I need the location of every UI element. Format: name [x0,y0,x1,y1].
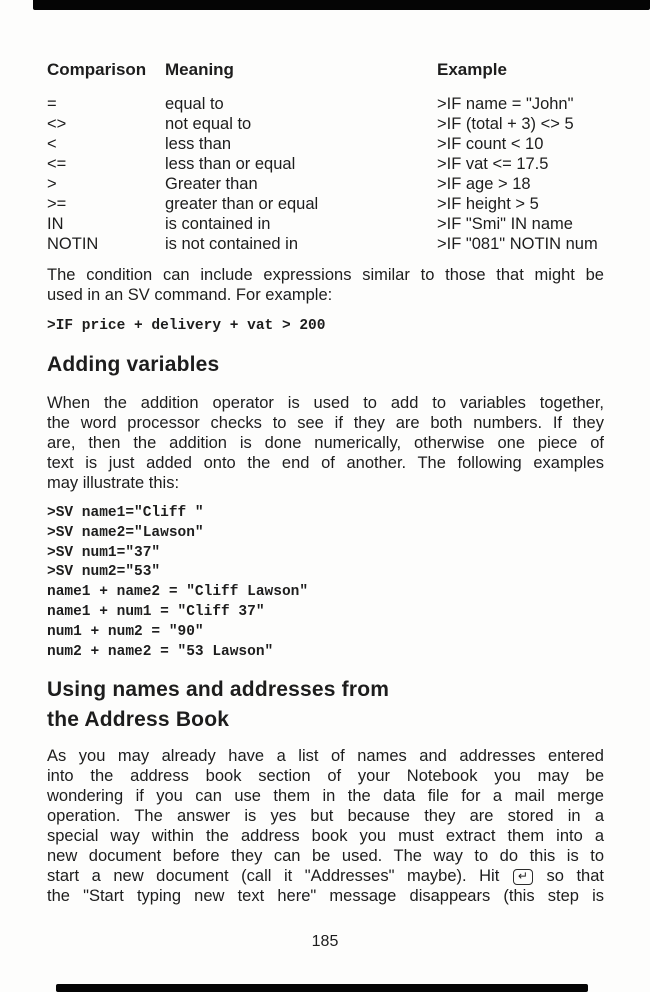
if-condition-code: >IF price + delivery + vat > 200 [47,318,326,334]
section-heading-address-book [47,675,389,735]
paragraph-line: As you may already have a list of names and addresses entered [47,747,604,765]
table-row [47,174,604,194]
operator-cell: <> [47,115,67,133]
meaning-cell: is not contained in [165,235,299,253]
meaning-cell: not equal to [165,115,252,133]
operator-cell: >= [47,195,67,213]
paragraph-line: The condition can include expressions similar to those that might be [47,266,604,284]
heading-line: Using names and addresses from [47,678,390,701]
paragraph-line: the "Start typing new text here" message disappears (this step is [47,887,604,905]
meaning-cell: less than or equal [165,155,296,173]
paragraph-line: new document before they can be used. The way to do this is to [47,847,604,865]
paragraph-line: may illustrate this: [47,474,180,492]
address-book-paragraph [47,746,604,906]
paragraph-line: text is just added onto the end of another. The following examples [47,454,604,472]
table-row [47,194,604,214]
heading-line: the Address Book [47,708,230,731]
operator-table-header [47,60,604,80]
table-row [47,134,604,154]
condition-paragraph [47,265,604,305]
scan-artifact-bottom-bar [56,984,588,992]
paragraph-line: used in an SV command. For example: [47,286,333,304]
meaning-cell: equal to [165,95,224,113]
example-cell: >IF height > 5 [437,195,539,213]
paragraph-line: wondering if you can use them in the data file for a mail merge [47,787,604,805]
column-header-meaning: Meaning [165,60,234,79]
operator-cell: > [47,175,57,193]
paragraph-line: When the addition operator is used to add to variables together, [47,394,604,412]
code-line: >SV name2="Lawson" [47,524,204,541]
adding-variables-paragraph [47,393,604,493]
operator-cell: <= [47,155,67,173]
paragraph-line [47,866,604,886]
page-number: 185 [311,933,339,950]
operator-cell: < [47,135,57,153]
paragraph-line: operation. The answer is yes but because they are stored in a [47,807,604,825]
paragraph-text: start a new document (call it "Addresses" maybe). Hit [47,867,500,885]
paragraph-line: into the address book section of your Notebook you may be [47,767,604,785]
operator-cell: NOTIN [47,235,99,253]
operator-cell: IN [47,215,64,233]
code-line: name1 + name2 = "Cliff Lawson" [47,584,309,601]
operator-table [47,94,604,254]
table-row [47,94,604,114]
code-line: num2 + name2 = "53 Lawson" [47,643,274,660]
sv-variables-code-block [47,504,308,662]
example-cell: >IF "Smi" IN name [437,215,573,233]
paragraph-line: the word processor checks to see if they are both numbers. If they [47,414,604,432]
return-key-icon: ↵ [513,869,533,885]
table-row [47,214,604,234]
paragraph-line: are, then the addition is done numerically, otherwise one piece of [47,434,604,452]
meaning-cell: is contained in [165,215,271,233]
table-row [47,154,604,174]
code-line: >SV num1="37" [47,544,161,561]
paragraph-line: special way within the address book you must extract them into a [47,827,604,845]
scan-artifact-top-bar [33,0,650,10]
example-cell: >IF vat <= 17.5 [437,155,549,173]
section-heading-adding-variables: Adding variables [47,353,220,376]
code-line: name1 + num1 = "Cliff 37" [47,603,265,620]
example-cell: >IF (total + 3) <> 5 [437,115,574,133]
example-cell: >IF count < 10 [437,135,544,153]
meaning-cell: less than [165,135,232,153]
code-line: num1 + num2 = "90" [47,623,204,640]
meaning-cell: greater than or equal [165,195,319,213]
column-header-example: Example [437,60,507,79]
code-line: >SV num2="53" [47,564,161,581]
example-cell: >IF age > 18 [437,175,531,193]
column-header-comparison: Comparison [47,60,147,79]
table-row [47,114,604,134]
code-line: >SV name1="Cliff " [47,505,204,521]
example-cell: >IF name = "John" [437,95,574,113]
meaning-cell: Greater than [165,175,258,193]
paragraph-text: so that [546,867,604,885]
table-row [47,234,604,254]
operator-cell: = [47,95,57,113]
example-cell: >IF "081" NOTIN num [437,235,598,253]
